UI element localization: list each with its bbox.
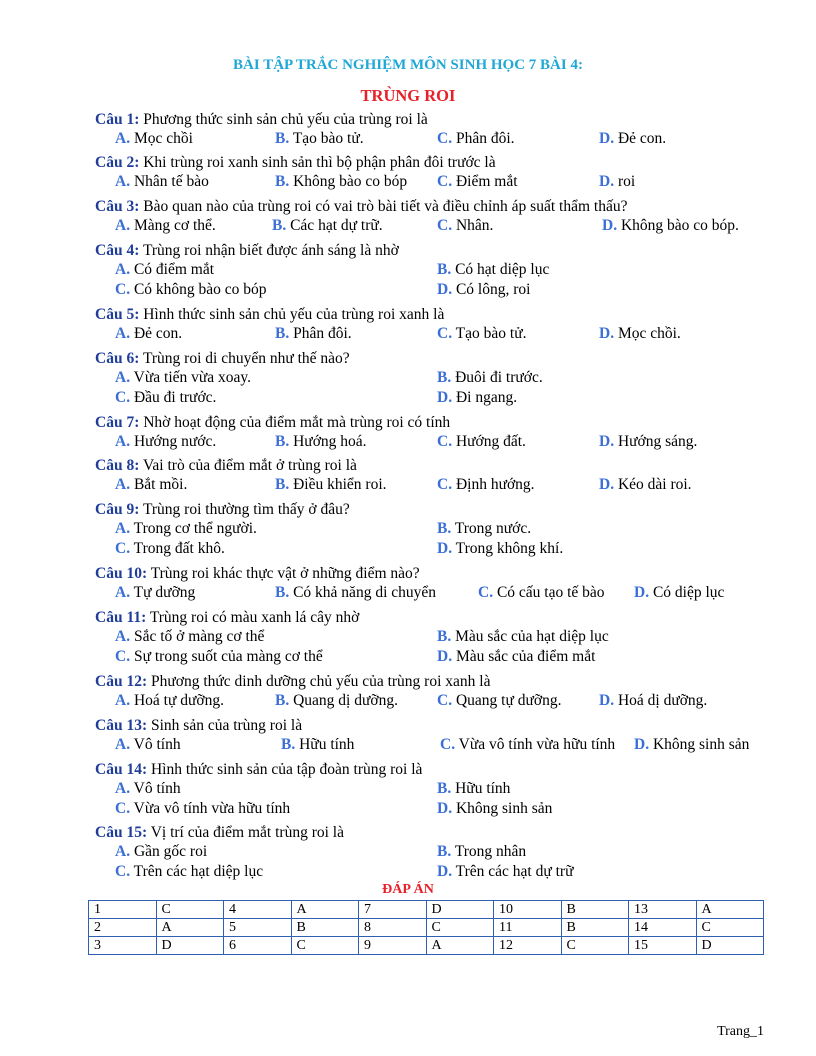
option-text: Phân đôi.: [452, 130, 515, 147]
option-letter: A.: [115, 520, 131, 537]
option-text: Có không bào co bóp: [130, 281, 267, 298]
option-letter: D.: [437, 540, 453, 557]
answer-question-number: 2: [89, 919, 157, 937]
question-4-option-d: [437, 280, 530, 300]
option-letter: B.: [437, 369, 452, 386]
answer-choice: A: [291, 901, 359, 919]
question-6-option-c: [115, 388, 216, 408]
answer-question-number: 3: [89, 937, 157, 955]
question-2: [95, 153, 496, 173]
question-15-option-b: [437, 842, 526, 862]
option-letter: A.: [115, 476, 131, 493]
option-text: Mọc chồi.: [614, 325, 681, 342]
question-text: Hình thức sinh sản của tập đoàn trùng roi là: [147, 761, 423, 778]
question-11-option-c: [115, 647, 323, 667]
question-2-option-b: [275, 172, 407, 192]
question-3-option-b: [272, 216, 383, 236]
answer-choice: C: [561, 937, 629, 955]
option-text: Có khả năng di chuyển: [289, 584, 437, 601]
question-number: Câu 12:: [95, 673, 148, 690]
option-letter: C.: [115, 540, 131, 557]
question-15-option-c: [115, 862, 263, 882]
question-15-option-a: [115, 842, 207, 862]
option-text: Sắc tố ở màng cơ thể: [130, 628, 265, 645]
option-text: Quang dị dưỡng.: [289, 692, 398, 709]
option-letter: A.: [115, 369, 131, 386]
option-letter: A.: [115, 628, 131, 645]
document-title: BÀI TẬP TRẮC NGHIỆM MÔN SINH HỌC 7 BÀI 4:: [233, 57, 583, 73]
option-text: roi: [614, 173, 636, 190]
answer-question-number: 6: [224, 937, 292, 955]
question-11-option-a: [115, 627, 264, 647]
question-7: [95, 413, 450, 433]
question-13-option-c: [440, 735, 615, 755]
answer-choice: B: [561, 901, 629, 919]
option-text: Trong nhân: [451, 843, 527, 860]
option-letter: A.: [115, 433, 131, 450]
option-text: Đi ngang.: [452, 389, 518, 406]
option-text: Sự trong suốt của màng cơ thể: [130, 648, 323, 665]
document-subtitle: TRÙNG ROI: [360, 86, 456, 105]
option-letter: D.: [599, 476, 615, 493]
question-9-option-b: [437, 519, 531, 539]
question-number: Câu 14:: [95, 761, 148, 778]
question-5-option-d: [599, 324, 681, 344]
question-text: Vị trí của điểm mắt trùng roi là: [147, 824, 344, 841]
option-letter: A.: [115, 261, 131, 278]
answer-choice: D: [426, 901, 494, 919]
answer-choice: B: [561, 919, 629, 937]
answer-choice: A: [426, 937, 494, 955]
option-letter: C.: [440, 736, 456, 753]
option-letter: C.: [437, 692, 453, 709]
option-letter: C.: [115, 800, 131, 817]
option-letter: B.: [437, 520, 452, 537]
option-text: Tạo bào tử.: [289, 130, 364, 147]
option-text: Kéo dài roi.: [614, 476, 692, 493]
question-15: [95, 823, 344, 843]
question-number: Câu 6:: [95, 350, 140, 367]
option-text: Không bào co bóp: [289, 173, 408, 190]
question-13-option-a: [115, 735, 181, 755]
option-letter: B.: [275, 433, 290, 450]
option-text: Hướng sáng.: [614, 433, 698, 450]
option-text: Màu sắc của hạt diệp lục: [451, 628, 609, 645]
answer-choice: B: [291, 919, 359, 937]
answer-choice: C: [291, 937, 359, 955]
answer-choice: C: [696, 919, 764, 937]
question-13-option-b: [281, 735, 354, 755]
option-letter: D.: [602, 217, 618, 234]
question-12-option-b: [275, 691, 398, 711]
option-letter: D.: [634, 736, 650, 753]
question-13-option-d: [634, 735, 749, 755]
question-10: [95, 564, 420, 584]
question-14-option-d: [437, 799, 552, 819]
question-1-option-c: [437, 129, 515, 149]
answer-question-number: 13: [629, 901, 697, 919]
option-letter: B.: [272, 217, 287, 234]
question-9-option-c: [115, 539, 225, 559]
question-number: Câu 8:: [95, 457, 140, 474]
question-8: [95, 456, 357, 476]
option-letter: D.: [437, 389, 453, 406]
option-text: Nhân.: [452, 217, 494, 234]
question-number: Câu 15:: [95, 824, 148, 841]
answer-question-number: 11: [494, 919, 562, 937]
question-2-option-a: [115, 172, 209, 192]
option-text: Có lông, roi: [452, 281, 531, 298]
option-letter: A.: [115, 736, 131, 753]
question-4-option-c: [115, 280, 267, 300]
answer-choice: D: [156, 937, 224, 955]
question-11: [95, 608, 359, 628]
answer-question-number: 14: [629, 919, 697, 937]
option-letter: B.: [437, 628, 452, 645]
option-letter: B.: [437, 261, 452, 278]
question-number: Câu 4:: [95, 242, 140, 259]
question-5-option-a: [115, 324, 182, 344]
page-number: Trang_1: [717, 1024, 764, 1039]
question-5-option-c: [437, 324, 526, 344]
question-10-option-a: [115, 583, 195, 603]
option-text: Hoá dị dưỡng.: [614, 692, 708, 709]
option-letter: C.: [437, 130, 453, 147]
question-number: Câu 3:: [95, 198, 140, 215]
option-text: Đẻ con.: [614, 130, 667, 147]
question-8-option-c: [437, 475, 535, 495]
option-letter: A.: [115, 325, 131, 342]
option-letter: D.: [599, 173, 615, 190]
option-letter: D.: [437, 800, 453, 817]
question-1-option-a: [115, 129, 193, 149]
option-text: Bắt mồi.: [130, 476, 188, 493]
question-text: Trùng roi nhận biết được ánh sáng là nhờ: [139, 242, 399, 259]
option-text: Đuôi đi trước.: [451, 369, 543, 386]
question-11-option-b: [437, 627, 609, 647]
answer-question-number: 5: [224, 919, 292, 937]
question-6-option-d: [437, 388, 517, 408]
option-text: Điều khiển roi.: [289, 476, 387, 493]
option-letter: C.: [437, 173, 453, 190]
question-6-option-b: [437, 368, 543, 388]
answer-question-number: 9: [359, 937, 427, 955]
option-text: Có diệp lục: [649, 584, 725, 601]
question-10-option-d: [634, 583, 724, 603]
option-letter: A.: [115, 692, 131, 709]
option-letter: D.: [634, 584, 650, 601]
question-3-option-a: [115, 216, 216, 236]
question-text: Vai trò của điểm mắt ở trùng roi là: [139, 457, 357, 474]
option-text: Trong đất khô.: [130, 540, 225, 557]
question-5-option-b: [275, 324, 352, 344]
option-text: Vô tính: [130, 736, 181, 753]
option-text: Không sinh sản: [452, 800, 553, 817]
question-text: Trùng roi có màu xanh lá cây nhờ: [146, 609, 360, 626]
option-letter: B.: [281, 736, 296, 753]
question-12-option-a: [115, 691, 224, 711]
option-text: Đẻ con.: [130, 325, 183, 342]
answer-question-number: 8: [359, 919, 427, 937]
question-text: Bào quan nào của trùng roi có vai trò bài tiết và điều chỉnh áp suất thẩm thấu?: [139, 198, 628, 215]
answer-key-table: [88, 900, 764, 955]
option-text: Định hướng.: [452, 476, 535, 493]
question-text: Hình thức sinh sản chủ yếu của trùng roi xanh là: [139, 306, 445, 323]
question-6-option-a: [115, 368, 251, 388]
option-letter: B.: [275, 325, 290, 342]
option-text: Có điểm mắt: [130, 261, 215, 278]
option-text: Hoá tự dưỡng.: [130, 692, 224, 709]
answer-choice: A: [696, 901, 764, 919]
answer-row: [89, 901, 764, 919]
option-text: Hữu tính: [295, 736, 355, 753]
option-text: Màu sắc của điểm mắt: [452, 648, 596, 665]
question-text: Trùng roi khác thực vật ở những điểm nào?: [147, 565, 420, 582]
option-text: Không bào co bóp.: [617, 217, 739, 234]
option-letter: A.: [115, 173, 131, 190]
answer-choice: C: [156, 901, 224, 919]
question-11-option-d: [437, 647, 595, 667]
option-text: Tạo bào tử.: [452, 325, 527, 342]
answer-key-title: ĐÁP ÁN: [382, 882, 434, 897]
question-number: Câu 9:: [95, 501, 140, 518]
question-1-option-b: [275, 129, 364, 149]
option-text: Hướng hoá.: [289, 433, 367, 450]
answer-choice: D: [696, 937, 764, 955]
question-3: [95, 197, 627, 217]
question-number: Câu 11:: [95, 609, 147, 626]
question-9-option-d: [437, 539, 563, 559]
option-text: Trên các hạt diệp lục: [130, 863, 264, 880]
option-letter: D.: [599, 130, 615, 147]
question-9: [95, 500, 350, 520]
question-1-option-d: [599, 129, 666, 149]
option-letter: B.: [275, 130, 290, 147]
question-text: Khi trùng roi xanh sinh sản thì bộ phận phân đôi trước là: [139, 154, 496, 171]
option-letter: D.: [437, 863, 453, 880]
question-text: Phương thức dinh dưỡng chủ yếu của trùng roi xanh là: [147, 673, 491, 690]
answer-question-number: 4: [224, 901, 292, 919]
question-15-option-d: [437, 862, 573, 882]
question-7-option-d: [599, 432, 697, 452]
answer-row: [89, 937, 764, 955]
answer-choice: A: [156, 919, 224, 937]
question-7-option-b: [275, 432, 367, 452]
question-4-option-b: [437, 260, 549, 280]
option-letter: A.: [115, 130, 131, 147]
option-letter: A.: [115, 843, 131, 860]
question-14: [95, 760, 422, 780]
option-letter: C.: [478, 584, 494, 601]
option-text: Các hạt dự trữ.: [286, 217, 383, 234]
option-letter: C.: [115, 648, 131, 665]
question-12-option-c: [437, 691, 561, 711]
question-8-option-b: [275, 475, 387, 495]
question-4-option-a: [115, 260, 214, 280]
answer-choice: C: [426, 919, 494, 937]
option-text: Trong không khí.: [452, 540, 564, 557]
option-text: Mọc chồi: [130, 130, 193, 147]
question-10-option-c: [478, 583, 605, 603]
option-letter: B.: [275, 692, 290, 709]
question-number: Câu 13:: [95, 717, 148, 734]
option-text: Gần gốc roi: [130, 843, 208, 860]
question-12: [95, 672, 490, 692]
option-text: Quang tự dưỡng.: [452, 692, 562, 709]
question-text: Phương thức sinh sản chủ yếu của trùng roi là: [139, 111, 428, 128]
option-letter: D.: [599, 692, 615, 709]
option-text: Hướng đất.: [452, 433, 526, 450]
question-7-option-a: [115, 432, 216, 452]
option-text: Không sinh sản: [649, 736, 750, 753]
option-letter: D.: [599, 433, 615, 450]
option-text: Hướng nước.: [130, 433, 217, 450]
question-14-option-c: [115, 799, 290, 819]
option-letter: B.: [437, 843, 452, 860]
question-2-option-d: [599, 172, 635, 192]
question-12-option-d: [599, 691, 707, 711]
question-10-option-b: [275, 583, 436, 603]
option-letter: C.: [115, 863, 131, 880]
option-text: Có cấu tạo tế bào: [493, 584, 605, 601]
option-letter: B.: [275, 476, 290, 493]
option-letter: C.: [437, 217, 453, 234]
question-14-option-b: [437, 779, 510, 799]
question-number: Câu 10:: [95, 565, 148, 582]
option-letter: C.: [437, 476, 453, 493]
option-text: Đầu đi trước.: [130, 389, 217, 406]
question-9-option-a: [115, 519, 257, 539]
question-3-option-c: [437, 216, 493, 236]
question-text: Nhờ hoạt động của điểm mắt mà trùng roi có tính: [139, 414, 451, 431]
question-1: [95, 110, 428, 130]
option-letter: D.: [437, 648, 453, 665]
question-8-option-a: [115, 475, 187, 495]
option-letter: C.: [437, 433, 453, 450]
option-text: Trong nước.: [451, 520, 532, 537]
option-letter: B.: [275, 584, 290, 601]
option-text: Hữu tính: [451, 780, 511, 797]
option-letter: C.: [115, 389, 131, 406]
option-text: Màng cơ thể.: [130, 217, 216, 234]
option-text: Có hạt diệp lục: [451, 261, 550, 278]
option-text: Điểm mắt: [452, 173, 518, 190]
option-letter: A.: [115, 217, 131, 234]
option-text: Vừa tiến vừa xoay.: [130, 369, 252, 386]
option-letter: D.: [437, 281, 453, 298]
question-6: [95, 349, 350, 369]
option-text: Vừa vô tính vừa hữu tính: [455, 736, 616, 753]
question-14-option-a: [115, 779, 181, 799]
answer-question-number: 12: [494, 937, 562, 955]
answer-question-number: 10: [494, 901, 562, 919]
question-number: Câu 5:: [95, 306, 140, 323]
option-text: Vô tính: [130, 780, 181, 797]
answer-question-number: 1: [89, 901, 157, 919]
option-letter: B.: [275, 173, 290, 190]
option-text: Nhân tế bào: [130, 173, 209, 190]
answer-row: [89, 919, 764, 937]
option-text: Phân đôi.: [289, 325, 352, 342]
option-letter: A.: [115, 584, 131, 601]
option-text: Tự dưỡng: [130, 584, 196, 601]
option-text: Trong cơ thể người.: [130, 520, 257, 537]
question-13: [95, 716, 302, 736]
answer-question-number: 15: [629, 937, 697, 955]
option-letter: C.: [115, 281, 131, 298]
question-number: Câu 2:: [95, 154, 140, 171]
question-number: Câu 1:: [95, 111, 140, 128]
option-letter: B.: [437, 780, 452, 797]
question-3-option-d: [602, 216, 739, 236]
question-number: Câu 7:: [95, 414, 140, 431]
question-4: [95, 241, 399, 261]
question-7-option-c: [437, 432, 526, 452]
question-text: Sinh sản của trùng roi là: [147, 717, 303, 734]
question-5: [95, 305, 444, 325]
question-text: Trùng roi thường tìm thấy ở đâu?: [139, 501, 350, 518]
option-text: Trên các hạt dự trữ: [452, 863, 574, 880]
question-text: Trùng roi di chuyển như thế nào?: [139, 350, 350, 367]
answer-question-number: 7: [359, 901, 427, 919]
option-letter: D.: [599, 325, 615, 342]
option-text: Vừa vô tính vừa hữu tính: [130, 800, 291, 817]
option-letter: A.: [115, 780, 131, 797]
question-2-option-c: [437, 172, 518, 192]
option-letter: C.: [437, 325, 453, 342]
question-8-option-d: [599, 475, 692, 495]
